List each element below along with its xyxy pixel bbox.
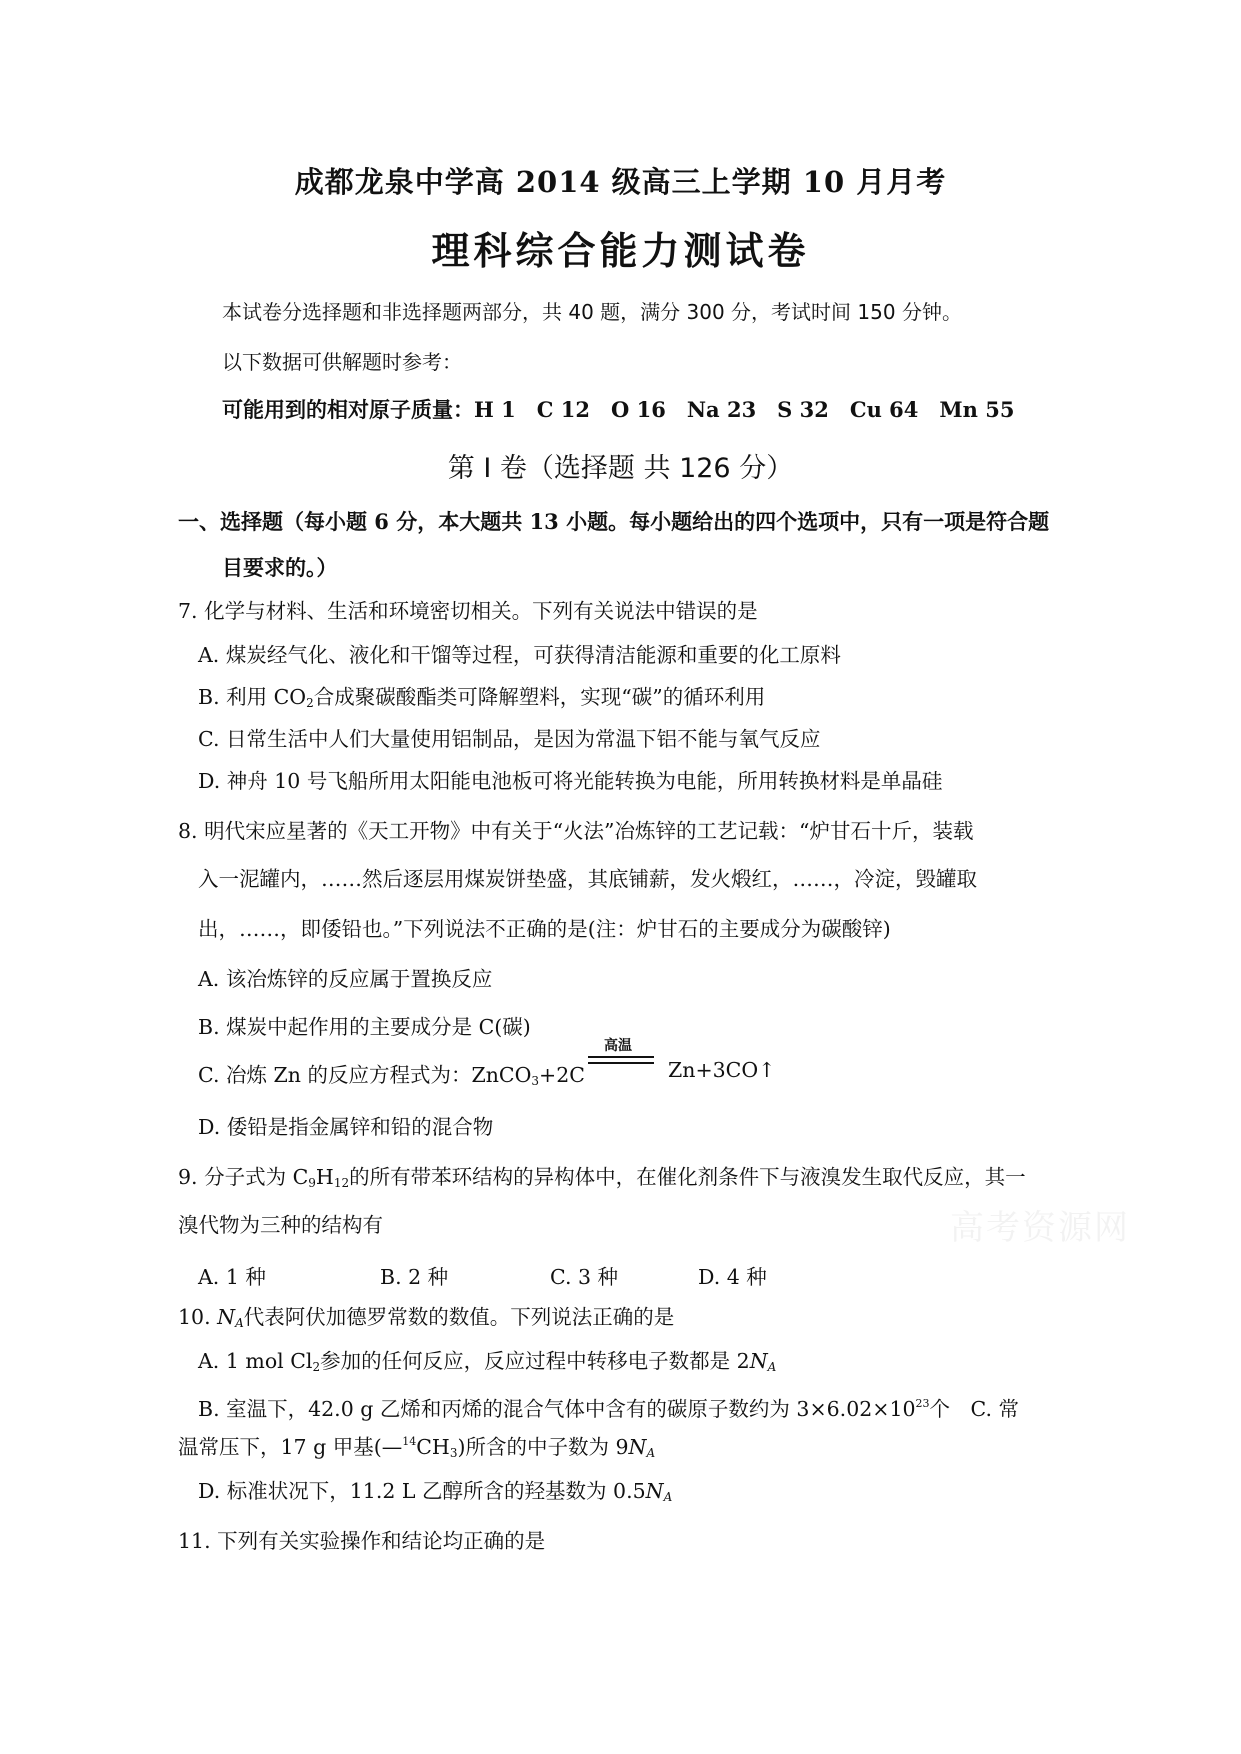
q9-stem-line-1: 9. 分子式为 $C_9H_{12}$的所有带苯环结构的异构体中，在催化剂条件下与液溴发生取代反应，其一 [178,1165,1026,1190]
q9-stem-line-2: 溴代物为三种的结构有 [178,1213,383,1237]
part-1-title: 第 Ⅰ 卷（选择题 共 126 分） [447,453,794,484]
q8-option-c-products: Zn+3CO↑ [668,1058,776,1082]
q7-option-a: A. 煤炭经气化、液化和干馏等过程，可获得清洁能源和重要的化工原料 [198,643,841,667]
exam-subtitle: 理科综合能力测试卷 [431,228,810,273]
q10-option-c: 温常压下，17 g 甲基$(—^{14}CH_3)$所含的中子数为 $9N_A$ [178,1435,656,1460]
q8-stem-line-3: 出，……，即倭铅也。”下列说法不正确的是(注：炉甘石的主要成分为碳酸锌) [198,917,891,941]
q8-stem-line-2: 入一泥罐内，……然后逐层用煤炭饼垫盛，其底铺薪，发火煅红，……，冷淀，毁罐取 [198,867,977,891]
q9-option-a: A. 1 种 [198,1265,266,1289]
q10-option-b: B. 室温下，42.0 g 乙烯和丙烯的混合气体中含有的碳原子数约为 $3\times 6.02\times 10^{23}$个 C. 常 [198,1397,1020,1421]
q9-option-d: D. 4 种 [698,1265,767,1289]
q9-option-b: B. 2 种 [380,1265,449,1289]
reaction-condition-label: 高温 [604,1038,632,1054]
section-1-line-1: 一、选择题（每小题 6 分，本大题共 13 小题。每小题给出的四个选项中，只有一项是符合题 [178,509,1050,534]
q8-stem-line-1: 8. 明代宋应星著的《天工开物》中有关于“火法”冶炼锌的工艺记载：“炉甘石十斤，装载 [178,819,974,843]
q10-stem: 10. $N_A$代表阿伏加德罗常数的数值。下列说法正确的是 [178,1305,675,1330]
q8-option-a: A. 该冶炼锌的反应属于置换反应 [198,967,493,991]
q7-option-d: D. 神舟 10 号飞船所用太阳能电池板可将光能转换为电能，所用转换材料是单晶硅 [198,769,943,793]
q7-stem: 7. 化学与材料、生活和环境密切相关。下列有关说法中错误的是 [178,599,758,623]
atomic-masses: 可能用到的相对原子质量：H 1 C 12 O 16 Na 23 S 32 Cu 64 Mn 55 [222,397,1015,422]
exam-title: 成都龙泉中学高 2014 级高三上学期 10 月月考 [294,165,947,199]
q7-option-c: C. 日常生活中人们大量使用铝制品，是因为常温下铝不能与氧气反应 [198,727,821,751]
q8-option-d: D. 倭铅是指金属锌和铅的混合物 [198,1115,494,1139]
q9-option-c: C. 3 种 [550,1265,619,1289]
q10-option-d: D. 标准状况下，11.2 L 乙醇所含的羟基数为 $0.5N_A$ [198,1479,673,1504]
q7-option-b: B. 利用 $CO_2$合成聚碳酸酯类可降解塑料，实现“碳”的循环利用 [198,685,766,710]
q8-option-b: B. 煤炭中起作用的主要成分是 C(碳) [198,1015,531,1039]
equals-bar-top [588,1056,654,1058]
q10-option-a: A. 1 mol $Cl_2$参加的任何反应，反应过程中转移电子数都是 $2N_A$ [198,1349,777,1374]
intro-line-1: 本试卷分选择题和非选择题两部分，共 40 题，满分 300 分，考试时间 150 分钟。 [222,300,962,324]
intro-line-2: 以下数据可供解题时参考： [222,350,462,374]
equals-bar-bottom [588,1062,654,1064]
q8-option-c: C. 冶炼 Zn 的反应方程式为：ZnCO$_3$+2C [198,1063,585,1088]
section-1-line-2: 目要求的。） [222,555,338,580]
watermark: 高考资源网 [950,1208,1130,1248]
q11-stem: 11. 下列有关实验操作和结论均正确的是 [178,1529,546,1553]
